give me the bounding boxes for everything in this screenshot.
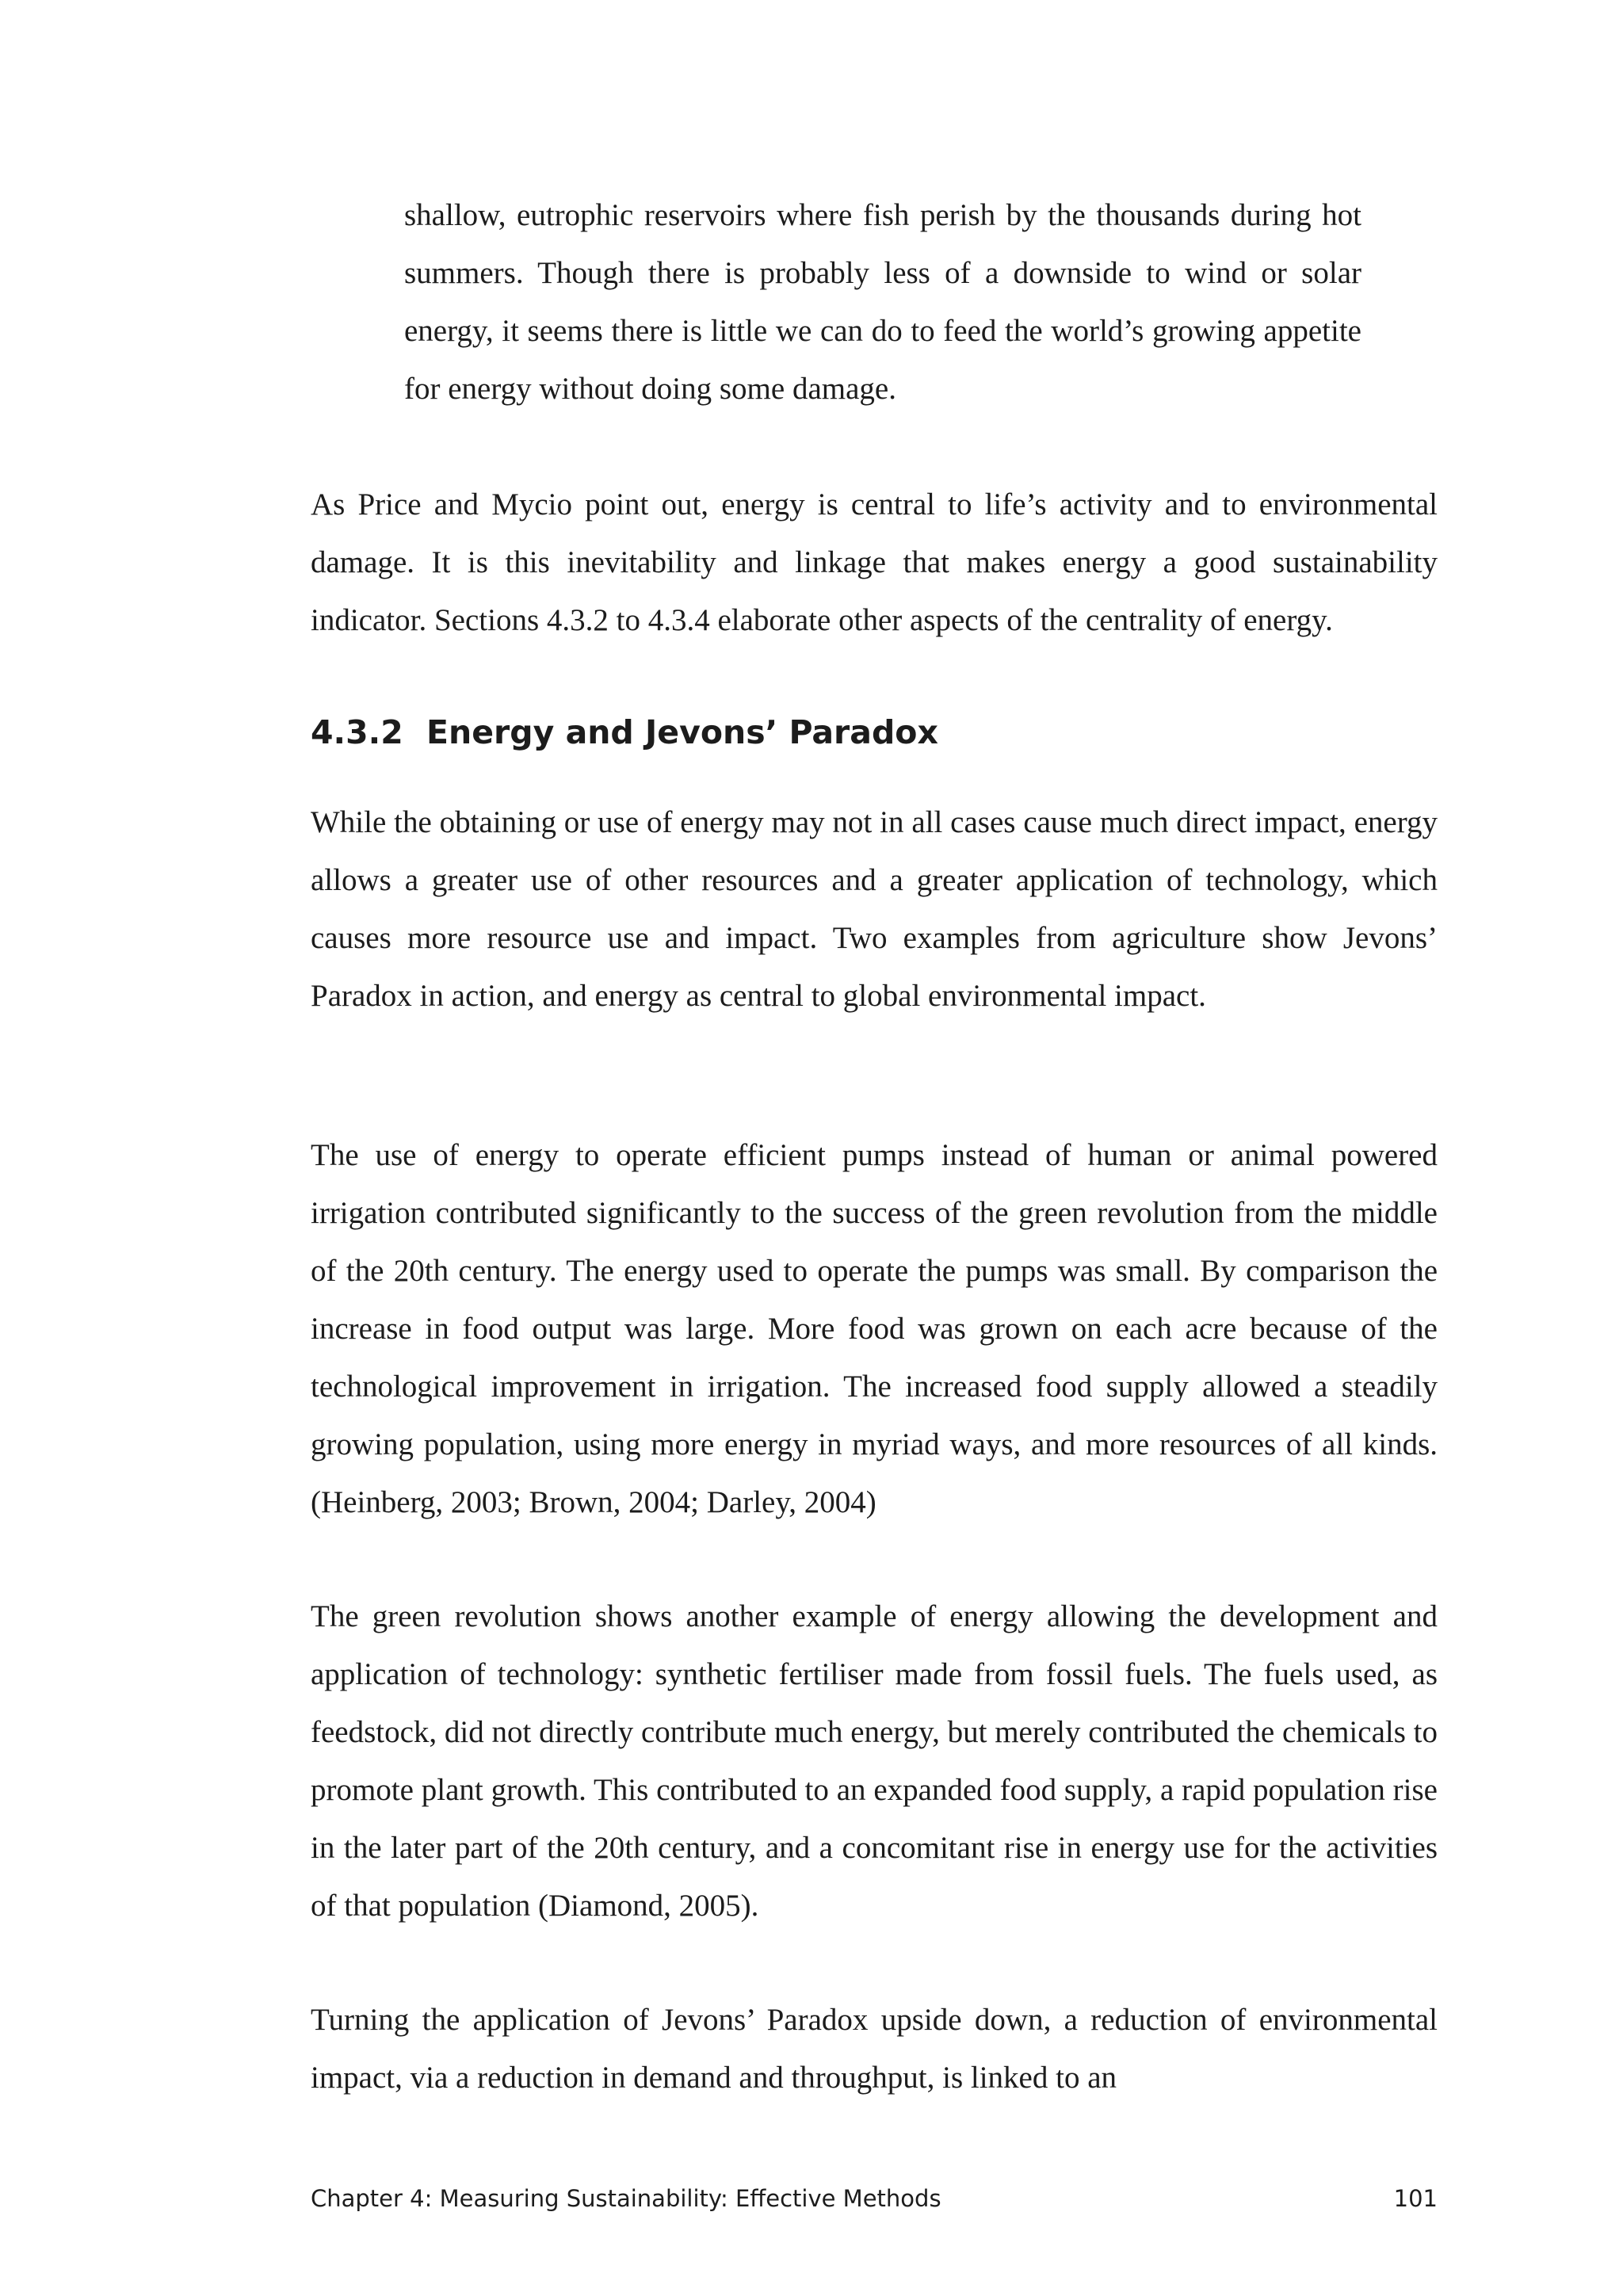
page-footer [311,2183,1438,2214]
section-number: 4.3.2 [311,713,403,751]
block-quote: shallow, eutrophic reservoirs where fish perish by the thousands during hot summers. Though there is probably less of a downside to wind or solar energy, it seems there is little we can do to feed the world’s growing appetite for energy without doing some damage. [404,198,1361,406]
paragraph: While the obtaining or use of energy may not in all cases cause much direct impact, energy allows a greater use of other resources and a greater application of technology, which causes more resource use and impact. Two examples from agriculture show Jevons’ Paradox in action, and energy as central to global environmental impact. [311,805,1438,1013]
paragraph: Turning the application of Jevons’ Paradox upside down, a reduction of environmental impact, via a reduction in demand and throughput, is linked to an [311,2003,1438,2095]
page-number: 101 [1393,2185,1438,2212]
chapter-title: Chapter 4: Measuring Sustainability: Effective Methods [311,2185,941,2212]
paragraph: The use of energy to operate efficient pumps instead of human or animal powered irrigation contributed significantly to the success of the green revolution from the middle of the 20th century. The energy used to operate the pumps was small. By comparison the increase in food output was large. More food was grown on each acre because of the technological improvement in irrigation. The increased food supply allowed a steadily growing population, using more energy in myriad ways, and more resources of all kinds. (Heinberg, 2003; Brown, 2004; Darley, 2004) [311,1138,1438,1519]
paragraph: As Price and Mycio point out, energy is central to life’s activity and to environmental damage. It is this inevitability and linkage that makes energy a good sustainability indicator. Sections 4.3.2 to 4.3.4 elaborate other aspects of the centrality of energy. [311,487,1438,637]
paragraph: The green revolution shows another example of energy allowing the development and application of technology: synthetic fertiliser made from fossil fuels. The fuels used, as feedstock, did not directly contribute much energy, but merely contributed the chemicals to promote plant growth. This contributed to an expanded food supply, a rapid population rise in the later part of the 20th century, and a concomitant rise in energy use for the activities of that population (Diamond, 2005). [311,1599,1438,1923]
section-title: Energy and Jevons’ Paradox [426,713,938,751]
section-heading [311,710,938,755]
